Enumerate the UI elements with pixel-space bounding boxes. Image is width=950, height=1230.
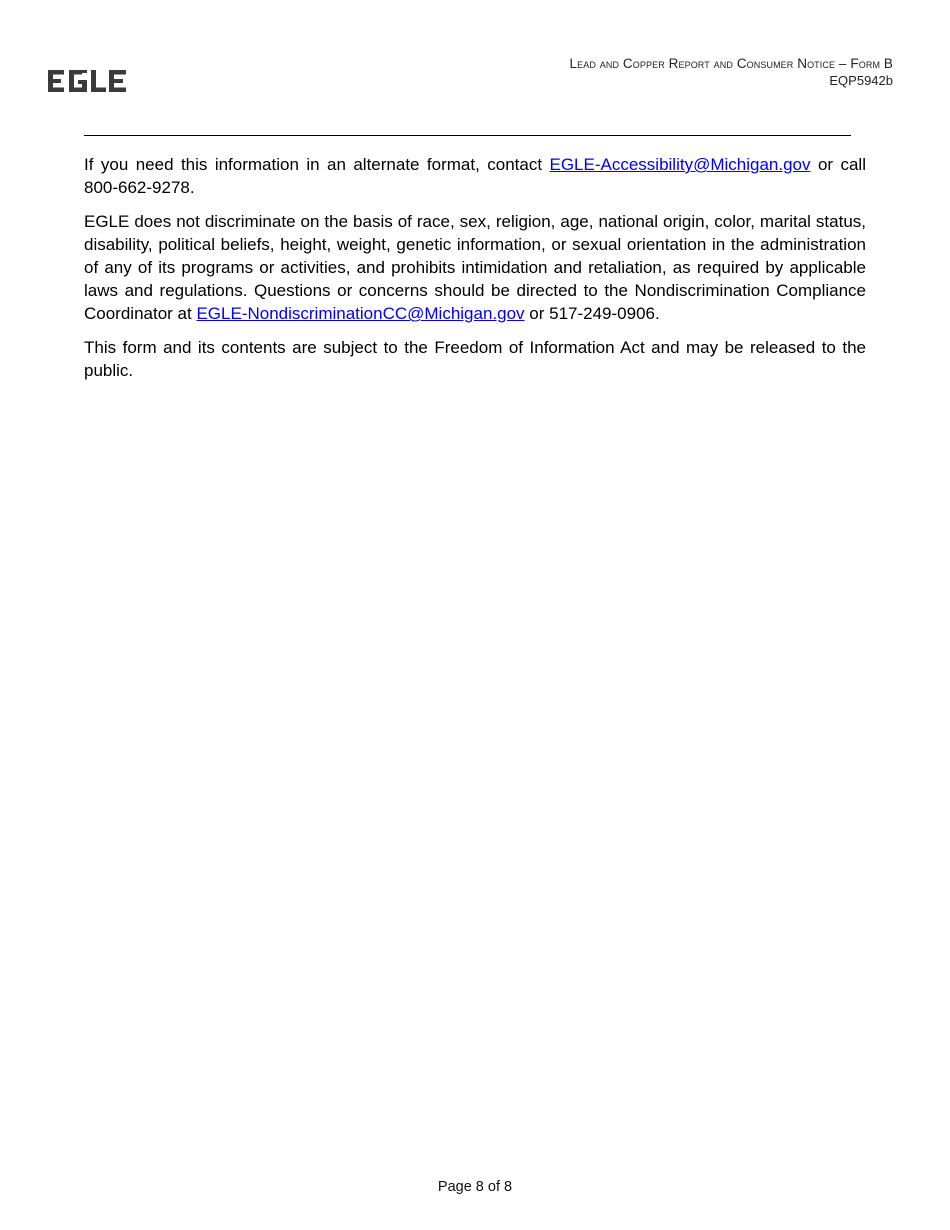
nondiscrimination-email-link[interactable]: EGLE-NondiscriminationCC@Michigan.gov <box>196 304 525 323</box>
egle-logo <box>47 67 129 95</box>
alternate-format-text: If you need this information in an alternate format, contact <box>84 155 550 174</box>
alternate-format-paragraph <box>84 153 866 199</box>
document-body <box>84 153 866 393</box>
alternate-format-contact: or call 800-662-9278. <box>84 155 866 197</box>
form-code: EQP5942b <box>829 73 893 88</box>
page-number: Page 8 of 8 <box>437 1179 513 1195</box>
nondiscrimination-text: EGLE does not discriminate on the basis of race, sex, religion, age, national origin, color, marital status, disability, political beliefs, height, weight, genetic information, or sexual orientation in the administration of any of its programs or activities, and prohibits intimidation and retaliation, as required by applicable laws and regulations. Questions or concerns should be directed to the Nondiscrimination Compliance Coordinator at <box>84 212 866 323</box>
form-title: Lead and Copper Report and Consumer Notice – Form B <box>569 56 893 71</box>
nondiscrimination-paragraph <box>84 210 866 325</box>
accessibility-email-link[interactable]: EGLE-Accessibility@Michigan.gov <box>549 155 811 174</box>
header-divider <box>84 135 851 136</box>
form-header <box>570 55 893 89</box>
nondiscrimination-contact: or 517-249-0906. <box>524 304 660 323</box>
foia-paragraph: This form and its contents are subject to the Freedom of Information Act and may be released to the public. <box>84 338 866 380</box>
